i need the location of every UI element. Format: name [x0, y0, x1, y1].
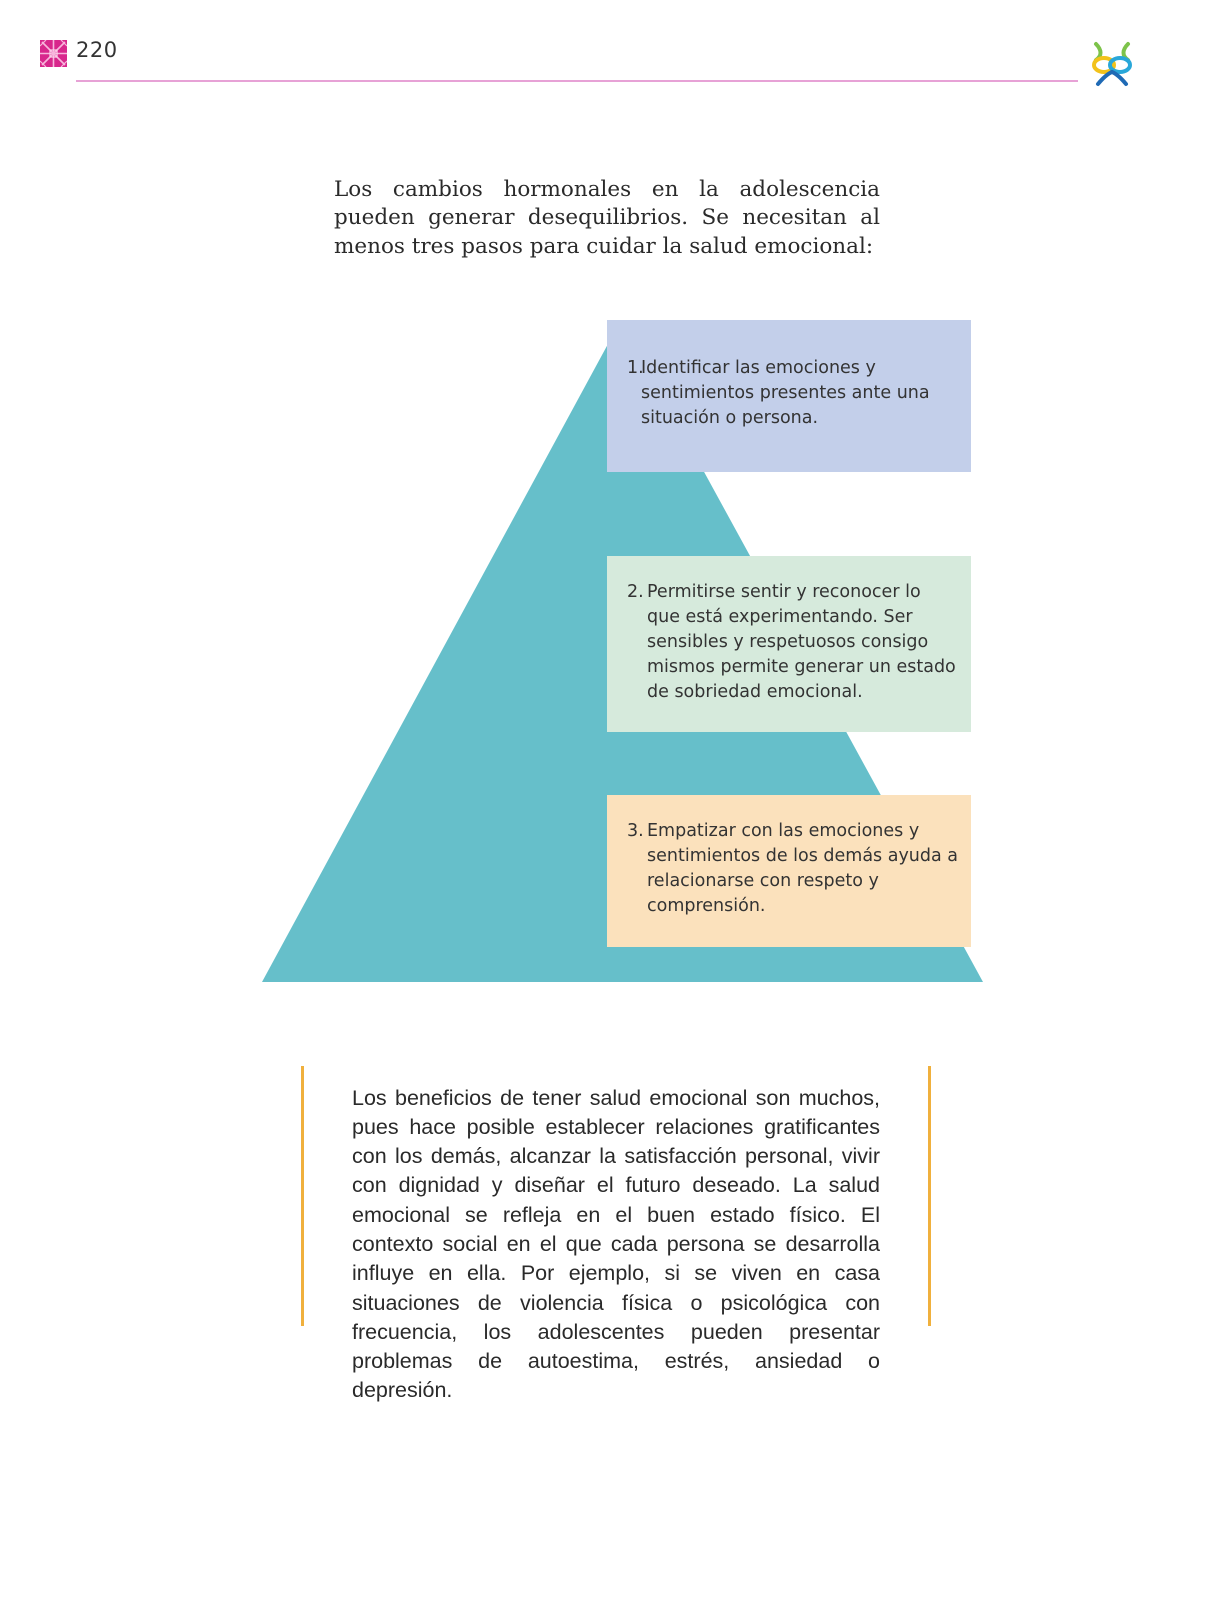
- step-text: Permitirse sentir y reconocer lo que está experimentando. Ser sensibles y respetuosos consigo mismos permite generar un estado de sobriedad emocional.: [647, 582, 956, 702]
- callout-bar-left: [301, 1066, 304, 1326]
- step-number: 1.: [627, 358, 644, 378]
- intro-paragraph: Los cambios hormonales en la adolescencia pueden generar desequilibrios. Se necesitan al menos tres pasos para cuidar la salud emocional:: [334, 176, 880, 259]
- step-text: Identificar las emociones y sentimientos presentes ante una situación o persona.: [641, 358, 930, 428]
- step-box-3: [607, 795, 971, 947]
- step-number: 3.: [627, 821, 644, 841]
- step-box-2: [607, 556, 971, 732]
- step-box-1: [607, 320, 971, 472]
- callout-bar-right: [928, 1066, 931, 1326]
- page-number: 220: [76, 38, 118, 62]
- callout-paragraph: Los beneficios de tener salud emocional son muchos, pues hace posible establecer relaciones gratificantes con los demás, alcanzar la satisfacción personal, vivir con dignidad y diseñar el futuro deseado. La salud emocional se refleja en el buen estado físico. El contexto social en el que cada persona se desarrolla influye en ella. Por ejemplo, si se viven en casa situaciones de violencia física o psicológica con frecuencia, los adolescentes pueden presentar problemas de autoestima, estrés, ansiedad o depresión.: [352, 1085, 880, 1403]
- step-text: Empatizar con las emociones y sentimientos de los demás ayuda a relacionarse con respeto y comprensión.: [647, 821, 959, 916]
- step-number: 2.: [627, 582, 644, 602]
